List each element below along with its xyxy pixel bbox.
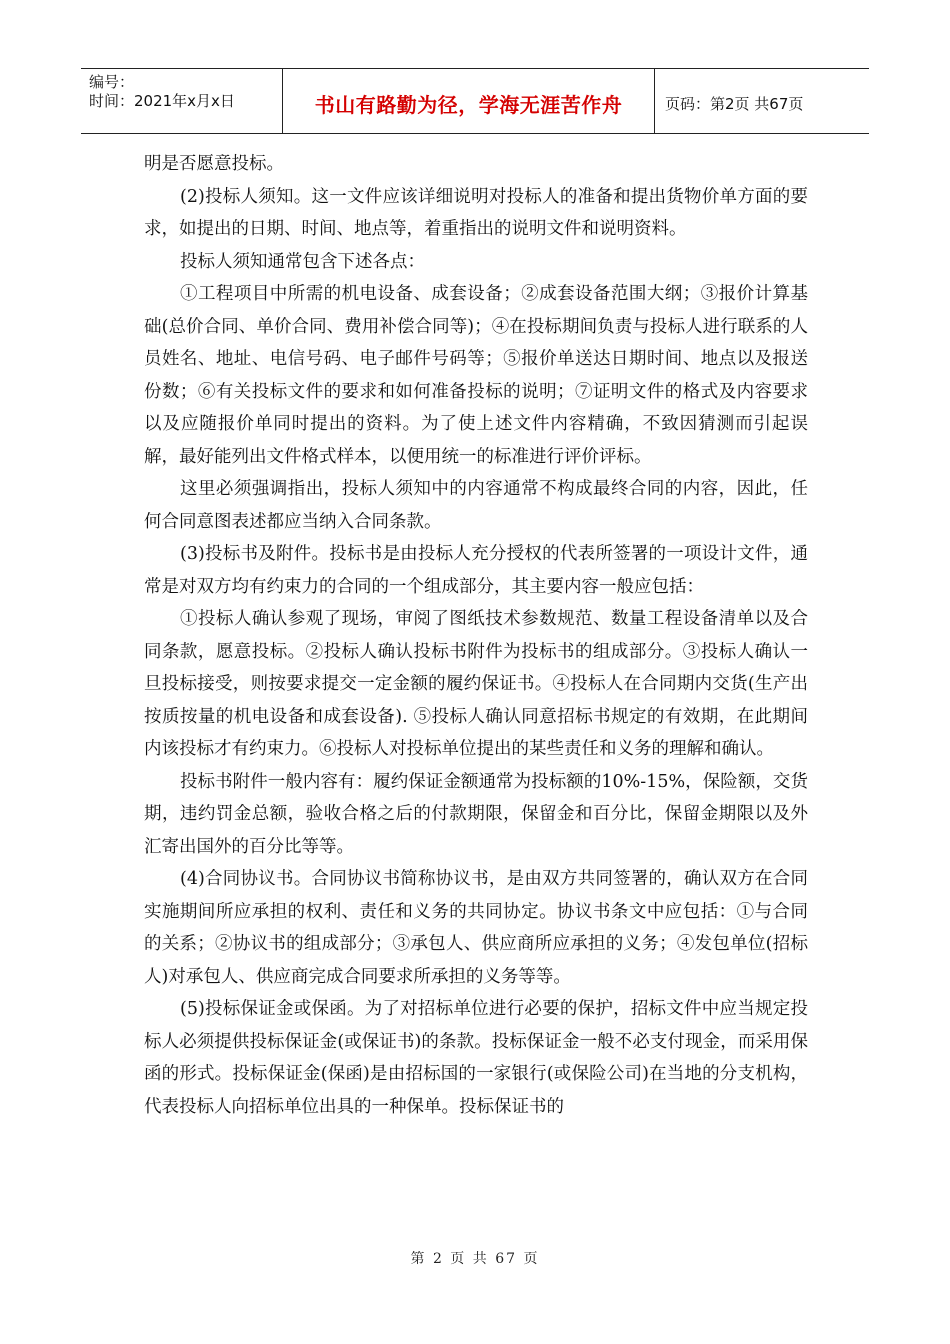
document-number-label: 编号： [89,73,135,91]
paragraph: 投标书附件一般内容有：履约保证金额通常为投标额的10%-15%，保险额，交货期，违约罚金总额，验收合格之后的付款期限，保留金和百分比，保留金期限以及外汇寄出国外的百分比等等。 [144,771,808,857]
page-footer: 第 2 页 共 67 页 [410,1251,540,1267]
paragraph: (2)投标人须知。这一文件应该详细说明对投标人的准备和提出货物价单方面的要求，如提出的日期、时间、地点等，着重指出的说明文件和说明资料。 [144,186,808,239]
paragraph: 明是否愿意投标。 [144,154,284,174]
paragraph: ①工程项目中所需的机电设备、成套设备；②成套设备范围大纲；③报价计算基础(总价合同、单价合同、费用补偿合同等)；④在投标期间负责与投标人进行联系的人员姓名、地址、电信号码、电子邮件号码等；⑤报价单送达日期时间、地点以及报送份数；⑥有关投标文件的要求和如何准备投标的说明；⑦证明文件的格式及内容要求以及应随报价单同时提出的资料。为了使上述文件内容精确，不致因猜测而引起误解，最好能列出文件格式样本，以便用统一的标准进行评价评标。 [144,284,808,467]
paragraph: ①投标人确认参观了现场，审阅了图纸技术参数规范、数量工程设备清单以及合同条款，愿意投标。②投标人确认投标书附件为投标书的组成部分。③投标人确认一旦投标接受，则按要求提交一定金额的履约保证书。④投标人在合同期内交货(生产出按质按量的机电设备和成套设备). ⑤投标人确认同意招标书规定的有效期，在此期间内该投标才有约束力。⑥投标人对投标单位提出的某些责任和义务的理解和确认。 [144,609,808,759]
document-body [144,148,808,1123]
paragraph: (5)投标保证金或保函。为了对招标单位进行必要的保护，招标文件中应当规定投标人必须提供投标保证金(或保证书)的条款。投标保证金一般不必支付现金，而采用保函的形式。投标保证金(保函)是由招标国的一家银行(或保险公司)在当地的分支机构，代表投标人向招标单位出具的一种保单。投标保证书的 [144,999,808,1117]
paragraph: (4)合同协议书。合同协议书简称协议书，是由双方共同签署的，确认双方在合同实施期间所应承担的权利、责任和义务的共同协定。协议书条文中应包括：①与合同的关系；②协议书的组成部分；③承包人、供应商所应承担的义务；④发包单位(招标人)对承包人、供应商完成合同要求所承担的义务等等。 [144,869,808,987]
header-meta [81,69,283,133]
page-header [81,68,869,134]
document-time-label: 时间：2021年x月x日 [89,92,235,110]
header-motto: 书山有路勤为径，学海无涯苦作舟 [283,69,655,133]
paragraph: (3)投标书及附件。投标书是由投标人充分授权的代表所签署的一项设计文件，通常是对双方均有约束力的合同的一个组成部分，其主要内容一般应包括： [144,544,808,597]
paragraph: 投标人须知通常包含下述各点： [180,251,425,272]
paragraph: 这里必须强调指出，投标人须知中的内容通常不构成最终合同的内容，因此，任何合同意图表述都应当纳入合同条款。 [144,479,808,532]
header-page-info: 页码：第2页 共67页 [665,94,804,113]
